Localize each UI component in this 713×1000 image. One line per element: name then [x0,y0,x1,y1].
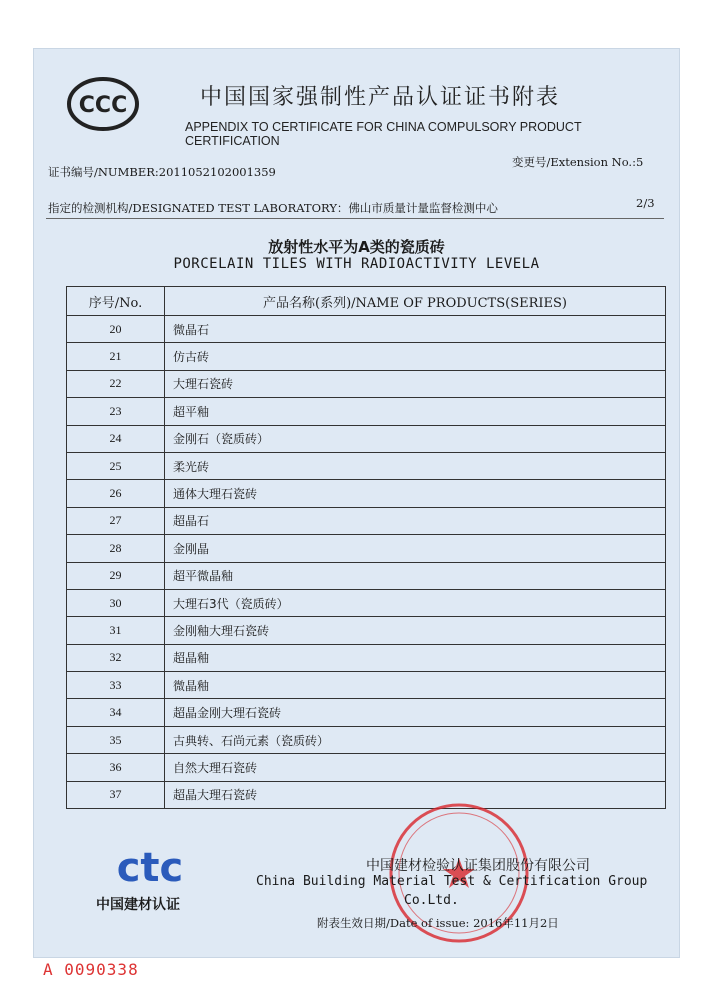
table-row [67,589,666,616]
table-row [67,370,666,397]
heading-en: PORCELAIN TILES WITH RADIOACTIVITY LEVELA [173,256,540,272]
row-number: 34 [67,699,165,726]
row-number: 21 [67,343,165,370]
issue-date: 附表生效日期/Date of issue: 2016年11月2日 [317,916,559,930]
table-row [67,507,666,534]
product-name: 金刚石（瓷质砖） [165,425,666,452]
table-row [67,562,666,589]
products-table [66,286,666,809]
table-row [67,535,666,562]
col-no-header: 序号/No. [67,287,165,316]
title-cn: 中国国家强制性产品认证证书附表 [200,85,561,110]
product-name: 超平釉 [165,398,666,425]
row-number: 29 [67,562,165,589]
svg-text:ctc: ctc [116,845,184,889]
product-name: 古典转、石尚元素（瓷质砖） [165,726,666,753]
row-number: 22 [67,370,165,397]
table-row [67,398,666,425]
row-number: 23 [67,398,165,425]
svg-text:CCC: CCC [78,93,128,118]
table-row [67,452,666,479]
issuer-cn: 中国建材检验认证集团股份有限公司 [366,858,590,874]
product-name: 大理石3代（瓷质砖） [165,589,666,616]
heading-cn: 放射性水平为A类的瓷质砖 [268,238,445,256]
table-row [67,754,666,781]
product-name: 通体大理石瓷砖 [165,480,666,507]
row-number: 31 [67,617,165,644]
col-name-header: 产品名称(系列)/NAME OF PRODUCTS(SERIES) [165,287,666,316]
product-name: 柔光砖 [165,452,666,479]
serial-number: A 0090338 [43,960,139,979]
row-number: 24 [67,425,165,452]
ctc-logo [105,845,195,889]
certificate-number: 证书编号/NUMBER:2011052102001359 [48,165,276,179]
table-row [67,726,666,753]
table-row [67,480,666,507]
table-row [67,644,666,671]
row-number: 28 [67,535,165,562]
title-en: APPENDIX TO CERTIFICATE FOR CHINA COMPULSORY PRODUCT CERTIFICATION [185,120,582,148]
issuer-en: China Building Material Test & Certification Group [256,874,648,889]
product-name: 微晶釉 [165,672,666,699]
product-name: 金刚晶 [165,535,666,562]
row-number: 36 [67,754,165,781]
table-row [67,699,666,726]
row-number: 30 [67,589,165,616]
table-row [67,316,666,343]
product-name: 超晶金刚大理石瓷砖 [165,699,666,726]
table-row [67,425,666,452]
row-number: 33 [67,672,165,699]
row-number: 27 [67,507,165,534]
row-number: 32 [67,644,165,671]
table-row [67,672,666,699]
table-row [67,617,666,644]
designated-lab: 指定的检测机构/DESIGNATED TEST LABORATORY：佛山市质量计量监督检测中心 [48,201,498,215]
table-row [67,343,666,370]
divider [46,218,664,219]
product-name: 自然大理石瓷砖 [165,754,666,781]
row-number: 25 [67,452,165,479]
product-name: 超晶釉 [165,644,666,671]
ctc-name: 中国建材认证 [96,897,180,913]
issuer-en-suffix: Co.Ltd. [404,893,459,908]
row-number: 26 [67,480,165,507]
extension-number: 变更号/Extension No.:5 [512,155,644,169]
product-name: 仿古砖 [165,343,666,370]
product-name: 金刚釉大理石瓷砖 [165,617,666,644]
product-name: 超晶大理石瓷砖 [165,781,666,808]
table-header [67,287,666,316]
ccc-logo [67,77,139,131]
page-indicator: 2/3 [636,196,655,210]
row-number: 35 [67,726,165,753]
product-name: 微晶石 [165,316,666,343]
product-name: 超平微晶釉 [165,562,666,589]
product-name: 超晶石 [165,507,666,534]
row-number: 37 [67,781,165,808]
product-name: 大理石瓷砖 [165,370,666,397]
row-number: 20 [67,316,165,343]
table-row [67,781,666,808]
